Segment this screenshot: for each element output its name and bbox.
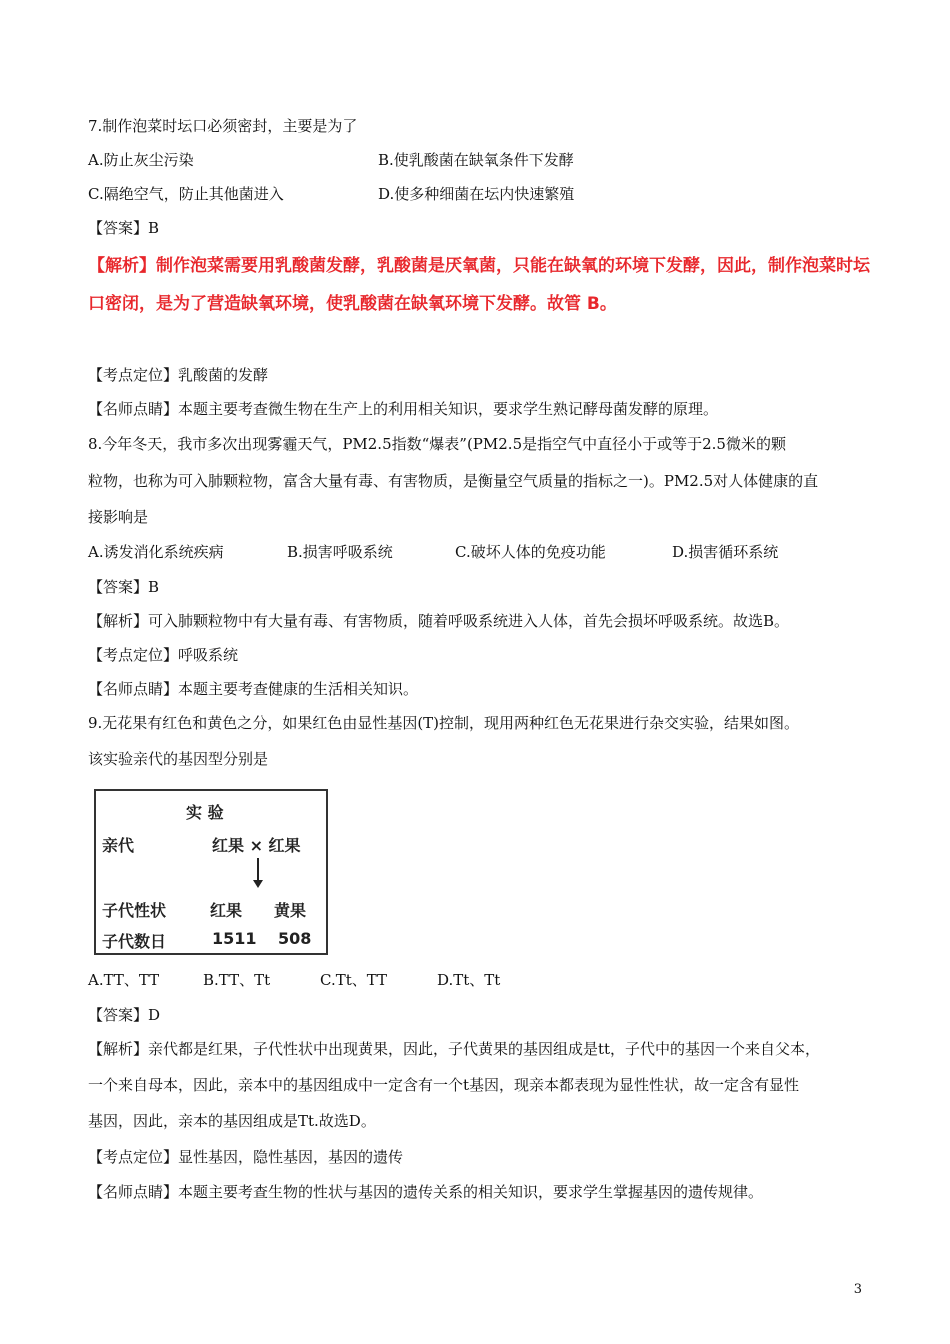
q7-stem: 7.制作泡菜时坛口必须密封，主要是为了 [88, 117, 358, 135]
q9-option-a: A.TT、TT [88, 971, 160, 989]
q7-analysis-line1: 【解析】制作泡菜需要用乳酸菌发酵，乳酸菌是厌氧菌，只能在缺氧的环境下发酵，因此，制作泡菜时坛 [88, 256, 870, 276]
q7-option-b: B.使乳酸菌在缺氧条件下发酵 [378, 151, 574, 169]
q7-option-a: A.防止灰尘污染 [88, 151, 194, 169]
experiment-table [94, 789, 328, 955]
q9-option-b: B.TT、Tt [203, 971, 271, 989]
q8-option-c: C.破坏人体的免疫功能 [455, 543, 606, 561]
q8-comment: 【名师点睛】本题主要考查健康的生活相关知识。 [88, 680, 419, 698]
q9-analysis-line2: 一个来自母本，因此，亲本中的基因组成中一定含有一个t基因，现亲本都表现为显性性状，故一定含有显性 [88, 1076, 800, 1094]
q9-option-d: D.Tt、Tt [437, 971, 501, 989]
q8-stem-line1: 8.今年冬天，我市多次出现雾霾天气，PM2.5指数“爆表”(PM2.5是指空气中直径小于或等于2.5微米的颗 [88, 435, 786, 453]
table-parent-label: 亲代 [102, 836, 135, 855]
q9-stem-line2: 该实验亲代的基因型分别是 [88, 750, 269, 768]
q9-option-c: C.Tt、TT [320, 971, 388, 989]
q8-analysis: 【解析】可入肺颗粒物中有大量有毒、有害物质，随着呼吸系统进入人体，首先会损坏呼吸系统。故选B。 [88, 612, 790, 630]
table-cross: 红果 × 红果 [212, 836, 301, 855]
q7-answer: 【答案】B [88, 219, 160, 237]
q9-stem-line1: 9.无花果有红色和黄色之分，如果红色由显性基因(T)控制，现用两种红色无花果进行杂交实验，结果如图。 [88, 714, 800, 732]
q9-answer: 【答案】D [88, 1006, 161, 1024]
down-arrow-icon [253, 880, 263, 888]
table-title: 实 验 [186, 803, 224, 822]
table-count-label: 子代数日 [102, 932, 167, 951]
q9-topic: 【考点定位】显性基因，隐性基因，基因的遗传 [88, 1148, 404, 1166]
cross-arrow-line [257, 858, 259, 882]
q9-comment: 【名师点睛】本题主要考查生物的性状与基因的遗传关系的相关知识，要求学生掌握基因的遗传规律。 [88, 1183, 764, 1201]
table-count-red: 1511 [212, 929, 257, 948]
q8-option-a: A.诱发消化系统疾病 [88, 543, 224, 561]
q8-stem-line2: 粒物，也称为可入肺颗粒物，富含大量有毒、有害物质，是衡量空气质量的指标之一)。PM2.5对人体健康的直 [88, 472, 819, 490]
table-trait-red: 红果 [210, 901, 243, 920]
table-trait-yellow: 黄果 [274, 901, 307, 920]
q8-option-b: B.损害呼吸系统 [287, 543, 393, 561]
q7-comment: 【名师点睛】本题主要考查微生物在生产上的利用相关知识，要求学生熟记酵母菌发酵的原理。 [88, 400, 719, 418]
q7-option-c: C.隔绝空气，防止其他菌进入 [88, 185, 284, 203]
q8-topic: 【考点定位】呼吸系统 [88, 646, 239, 664]
q9-analysis-line1: 【解析】亲代都是红果，子代性状中出现黄果，因此，子代黄果的基因组成是tt，子代中的基因一个来自父本， [88, 1040, 821, 1058]
table-count-yellow: 508 [278, 929, 312, 948]
q8-option-d: D.损害循环系统 [672, 543, 779, 561]
q8-answer: 【答案】B [88, 578, 160, 596]
q7-option-d: D.使多种细菌在坛内快速繁殖 [378, 185, 575, 203]
q9-analysis-line3: 基因，因此，亲本的基因组成是Tt.故选D。 [88, 1112, 376, 1130]
q7-topic: 【考点定位】乳酸菌的发酵 [88, 366, 269, 384]
page-number: 3 [853, 1282, 862, 1297]
table-trait-label: 子代性状 [102, 901, 167, 920]
q8-stem-line3: 接影响是 [88, 508, 149, 526]
q7-analysis-line2: 口密闭，是为了营造缺氧环境，使乳酸菌在缺氧环境下发酵。故管 B。 [88, 294, 617, 314]
